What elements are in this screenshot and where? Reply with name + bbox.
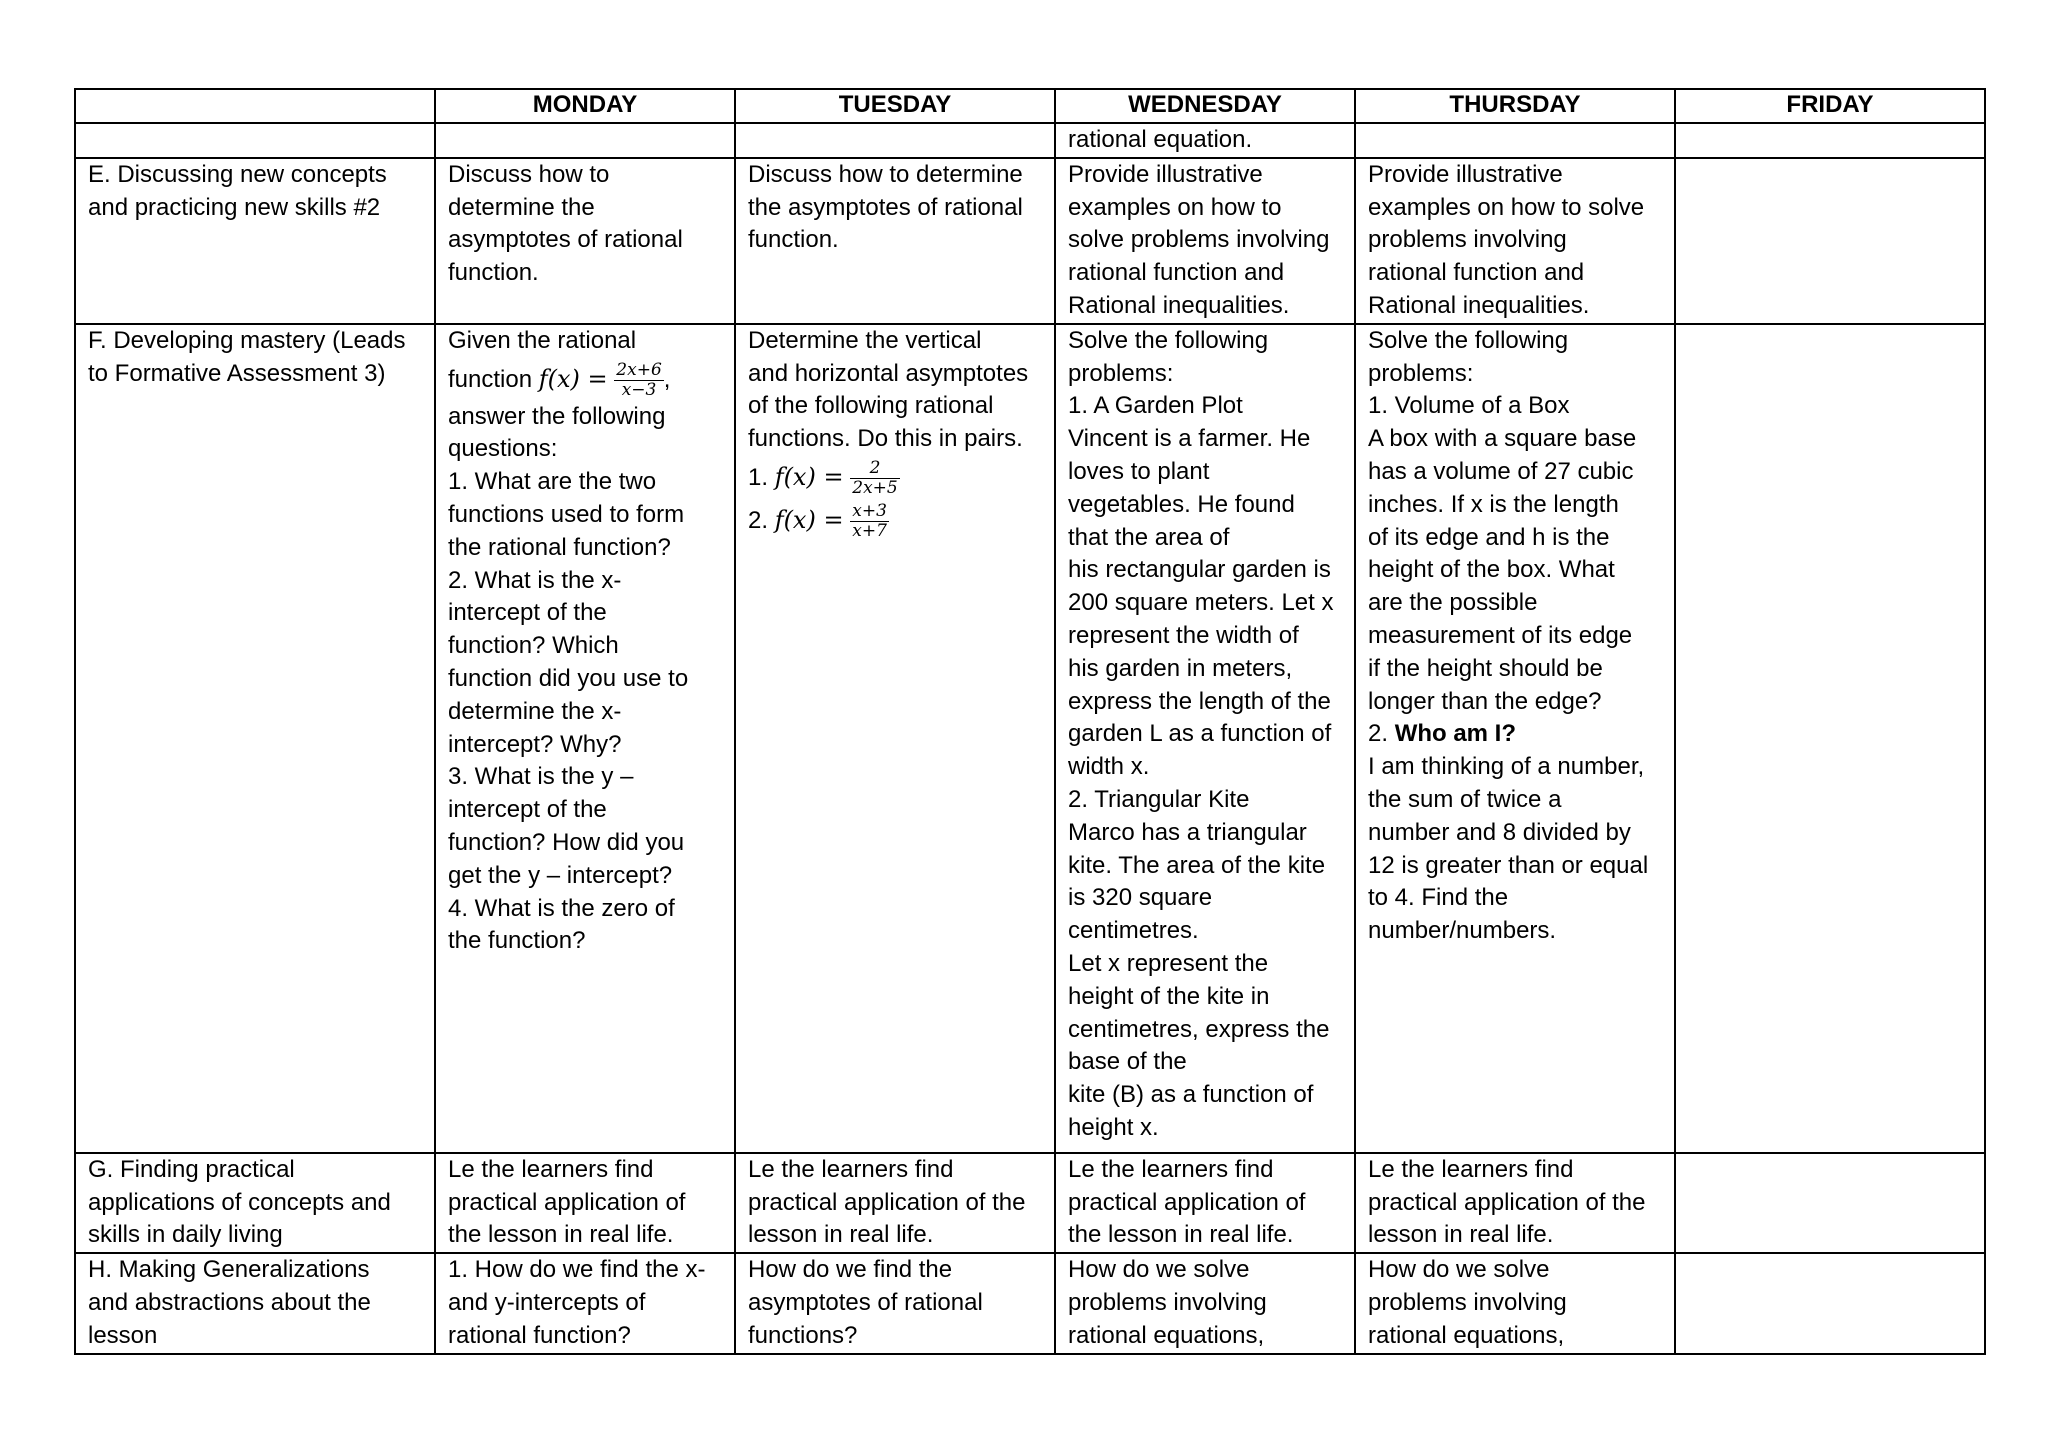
function-suffix: ,	[663, 365, 671, 393]
row-f-monday-intro: Given the rational	[448, 326, 637, 354]
cont-friday-cell	[1675, 123, 1985, 158]
header-monday: MONDAY	[435, 89, 735, 123]
eq2-name: f(x) =	[774, 505, 844, 534]
row-f-friday	[1675, 324, 1985, 1153]
row-h-wednesday	[1055, 1253, 1355, 1353]
row-h-tuesday-text: How do we find the asymptotes of rational functions?	[748, 1256, 983, 1349]
row-f-label	[75, 324, 435, 1153]
row-h-label-text: H. Making Generalizations and abstractions about the lesson	[88, 1256, 371, 1349]
cont-tuesday-cell	[735, 123, 1055, 158]
row-e-tuesday-text: Discuss how to determine the asymptotes of rational function.	[748, 160, 1023, 254]
row-g-tuesday	[735, 1153, 1055, 1253]
row-g	[75, 1153, 1985, 1253]
eq1-label: 1.	[748, 463, 775, 491]
row-f-thursday	[1355, 324, 1675, 1153]
eq1-denominator: 2x+5	[852, 478, 898, 499]
function-fraction	[614, 361, 663, 400]
row-h-monday-text: 1. How do we find the x- and y-intercepts of rational function?	[448, 1256, 706, 1349]
eq2-numerator: x+3	[852, 501, 887, 522]
eq2-denominator: x+7	[852, 521, 887, 542]
header-friday: FRIDAY	[1675, 89, 1985, 123]
lesson-plan-table	[74, 88, 1986, 1355]
header-blank	[75, 89, 435, 123]
header-thursday: THURSDAY	[1355, 89, 1675, 123]
row-e-label-text: E. Discussing new concepts and practicing new skills #2	[88, 160, 387, 221]
row-h-thursday-text: How do we solve problems involving rational equations,	[1368, 1256, 1567, 1349]
row-f-monday	[435, 324, 735, 1153]
fraction-numerator: 2x+6	[616, 359, 662, 380]
eq2-label: 2.	[748, 506, 775, 534]
row-e-thursday-text: Provide illustrative examples on how to solve problems involving rational function and Rational inequalities.	[1368, 160, 1645, 319]
row-f-thursday-q2	[1368, 718, 1664, 751]
cont-wednesday-cell	[1055, 123, 1355, 158]
row-e-wednesday-text: Provide illustrative examples on how to solve problems involving rational function and Rational inequalities.	[1068, 160, 1330, 319]
row-h-monday	[435, 1253, 735, 1353]
function-prefix: function	[448, 365, 539, 393]
row-g-thursday-text: Le the learners find practical application of the lesson in real life.	[1368, 1155, 1646, 1249]
header-wednesday: WEDNESDAY	[1055, 89, 1355, 123]
row-f-monday-questions: answer the following questions: 1. What are the two functions used to form the rational function? 2. What is the x- intercept of the function? Which function did you use to determine the x- intercept? Why? 3. What is the y – intercept of the function? How did you get the y – intercept? 4. What is the zero of the function?	[448, 402, 689, 955]
fraction-denominator: x−3	[621, 379, 657, 400]
header-tuesday: TUESDAY	[735, 89, 1055, 123]
cont-monday-cell	[435, 123, 735, 158]
row-e-monday-text: Discuss how to determine the asymptotes of rational function.	[448, 160, 683, 287]
cont-wednesday-text: rational equation.	[1068, 126, 1253, 153]
header-row	[75, 89, 1985, 123]
row-e	[75, 158, 1985, 324]
row-f-thursday-part2: I am thinking of a number, the sum of twice a number and 8 divided by 12 is greater than or equal to 4. Find the number/numbers.	[1368, 753, 1649, 945]
eq1-numerator: 2	[850, 459, 899, 479]
cont-thursday-cell	[1355, 123, 1675, 158]
row-f-wednesday-text: Solve the following problems: 1. A Garden Plot Vincent is a farmer. He loves to plant vegetables. He found that the area of his rectangular garden is 200 square meters. Let x represent the width of his garden in meters, express the length of the garden L as a function of width x. 2. Triangular Kite Marco has a triangular kite. The area of the kite is 320 square centimetres. Let x represent the height of the kite in centimetres, express the base of the kite (B) as a function of height x.	[1068, 326, 1334, 1141]
row-e-label	[75, 158, 435, 324]
row-g-wednesday	[1055, 1153, 1355, 1253]
row-g-wednesday-text: Le the learners find practical application of the lesson in real life.	[1068, 1155, 1306, 1249]
function-name: f(x) =	[538, 364, 608, 393]
row-f-tuesday-intro: Determine the vertical and horizontal asymptotes of the following rational functions. Do this in pairs.	[748, 326, 1029, 453]
tuesday-equation-1	[748, 456, 1044, 499]
row-e-friday	[1675, 158, 1985, 324]
row-h-wednesday-text: How do we solve problems involving rational equations,	[1068, 1256, 1267, 1349]
row-e-wednesday	[1055, 158, 1355, 324]
eq1-fraction	[850, 459, 899, 498]
row-h-label	[75, 1253, 435, 1353]
row-g-thursday	[1355, 1153, 1675, 1253]
row-e-thursday	[1355, 158, 1675, 324]
row-g-label-text: G. Finding practical applications of concepts and skills in daily living	[88, 1155, 391, 1249]
row-g-monday-text: Le the learners find practical application of the lesson in real life.	[448, 1155, 686, 1249]
row-f-wednesday	[1055, 324, 1355, 1153]
eq1-name: f(x) =	[774, 462, 844, 491]
row-f-label-text: F. Developing mastery (Leads to Formative Assessment 3)	[88, 326, 406, 387]
row-e-monday	[435, 158, 735, 324]
row-f	[75, 324, 1985, 1153]
row-e-tuesday	[735, 158, 1055, 324]
q2-title: Who am I?	[1394, 720, 1517, 748]
eq2-fraction	[850, 502, 889, 541]
continuation-row	[75, 123, 1985, 158]
tuesday-equation-2	[748, 499, 1044, 542]
row-g-tuesday-text: Le the learners find practical application of the lesson in real life.	[748, 1155, 1026, 1249]
row-h-thursday	[1355, 1253, 1675, 1353]
row-h-tuesday	[735, 1253, 1055, 1353]
q2-label: 2.	[1368, 720, 1395, 748]
row-g-monday	[435, 1153, 735, 1253]
row-h	[75, 1253, 1985, 1353]
row-g-label	[75, 1153, 435, 1253]
cont-label-cell	[75, 123, 435, 158]
row-f-tuesday	[735, 324, 1055, 1153]
row-f-thursday-part1: Solve the following problems: 1. Volume of a Box A box with a square base has a volume of 27 cubic inches. If x is the length of its edge and h is the height of the box. What are the possible measurement of its edge if the height should be longer than the edge?	[1368, 326, 1637, 715]
row-g-friday	[1675, 1153, 1985, 1253]
row-f-monday-function	[448, 358, 724, 401]
row-h-friday	[1675, 1253, 1985, 1353]
